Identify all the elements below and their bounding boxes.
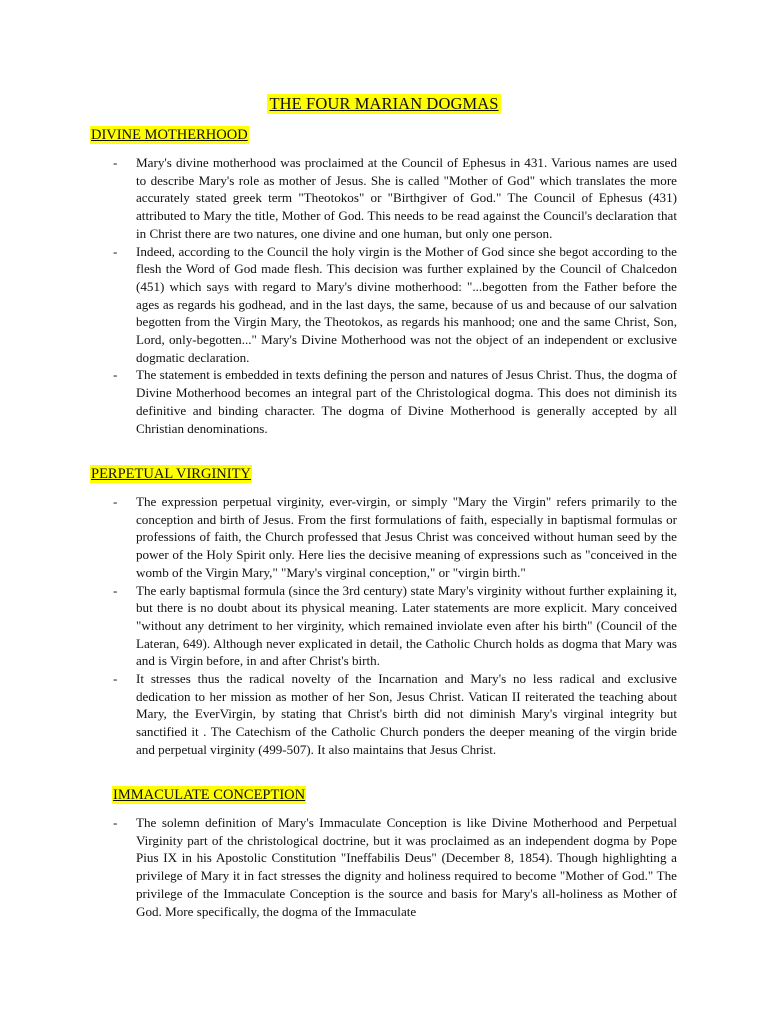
list-item (113, 582, 677, 671)
bullet-dash: - (113, 155, 118, 170)
paragraph-text: The expression perpetual virginity, ever-virgin, or simply "Mary the Virgin" refers primarily to the conception and birth of Jesus. From the first formulations of faith, especially in baptismal formulas or professions of faith, the Church professed that Jesus Christ was conceived without human seed by the power of the Holy Spirit only. Here lies the decisive meaning of expressions such as "conceived in the womb of the Virgin Mary," "Mary's virginal conception," or "virgin birth." (136, 494, 677, 580)
bullet-dash: - (113, 815, 118, 830)
bullet-dash: - (113, 671, 118, 687)
list-item (113, 243, 677, 367)
section-heading-immaculate-conception: IMMACULATE CONCEPTION (113, 787, 306, 803)
title-block (0, 94, 768, 114)
list-item (113, 670, 677, 759)
list-item (113, 493, 677, 582)
page-title: THE FOUR MARIAN DOGMAS (269, 94, 499, 113)
paragraph-text: It stresses thus the radical novelty of the Incarnation and Mary's no less radical and exclusive dedication to her mission as mother of her Son, Jesus Christ. Vatican II reiterated the teaching about Mary, the EverVirgin, by stating that Christ's birth did not diminish Mary's virginal integrity but sanctified it . The Catechism of the Catholic Church ponders the deeper meaning of the virgin bride and perpetual virginity (499-507). It also maintains that Jesus Christ. (136, 671, 677, 757)
paragraph-text: Mary's divine motherhood was proclaimed at the Council of Ephesus in 431. Various names are used to describe Mary's role as mother of Jesus. She is called "Mother of God" which translates the more accurately stated greek term "Theotokos" or "Birthgiver of God." The Council of Ephesus (431) attributed to Mary the title, Mother of God. This needs to be read against the Council's declaration that in Christ there are two natures, one divine and one human, but only one person. (136, 155, 677, 241)
section-list-immaculate-conception (113, 814, 677, 920)
section-list-perpetual-virginity (113, 493, 677, 759)
paragraph-text: The early baptismal formula (since the 3rd century) state Mary's virginity without further explaining it, but there is no doubt about its physical meaning. Later statements are more explicit. Mary conceived "without any detriment to her virginity, which remained inviolate even after his birth" (Council of the Lateran, 649). Although never explicated in detail, the Catholic Church holds as dogma that Mary was and is Virgin before, in and after Christ's birth. (136, 582, 677, 669)
bullet-dash: - (113, 367, 118, 383)
section-heading-divine-motherhood: DIVINE MOTHERHOOD (91, 127, 248, 143)
list-item (113, 366, 677, 437)
bullet-dash: - (113, 494, 118, 509)
paragraph-text: The statement is embedded in texts defining the person and natures of Jesus Christ. Thus, the dogma of Divine Motherhood becomes an integral part of the Christological dogma. This does not diminish its definitive and binding character. The dogma of Divine Motherhood is generally accepted by all Christian denominations. (136, 367, 677, 436)
section-heading-perpetual-virginity: PERPETUAL VIRGINITY (91, 466, 251, 482)
list-item (113, 814, 677, 920)
bullet-dash: - (113, 243, 118, 259)
list-item (113, 154, 677, 243)
bullet-dash: - (113, 582, 118, 598)
paragraph-text: Indeed, according to the Council the holy virgin is the Mother of God since she begot according to the flesh the Word of God made flesh. This decision was further explained by the Council of Chalcedon (451) which says with regard to Mary's divine motherhood: "...begotten from the Father before the ages as regards his godhead, and in the last days, the same, because of us and because of our salvation begotten from the Virgin Mary, the Theotokos, as regards his manhood; one and the same Christ, Son, Lord, only-begotten..." Mary's Divine Motherhood was not the object of an independent or exclusive dogmatic declaration. (136, 243, 677, 365)
section-list-divine-motherhood (113, 154, 677, 437)
paragraph-text: The solemn definition of Mary's Immaculate Conception is like Divine Motherhood and Perpetual Virginity part of the christological doctrine, but it was proclaimed as an independent dogma by Pope Pius IX in his Apostolic Constitution "Ineffabilis Deus" (December 8, 1854). Though highlighting a privilege of Mary it in fact stresses the dignity and holiness required to become "Mother of God." The privilege of the Immaculate Conception is the source and basis for Mary's all-holiness as Mother of God. More specifically, the dogma of the Immaculate (136, 815, 677, 919)
